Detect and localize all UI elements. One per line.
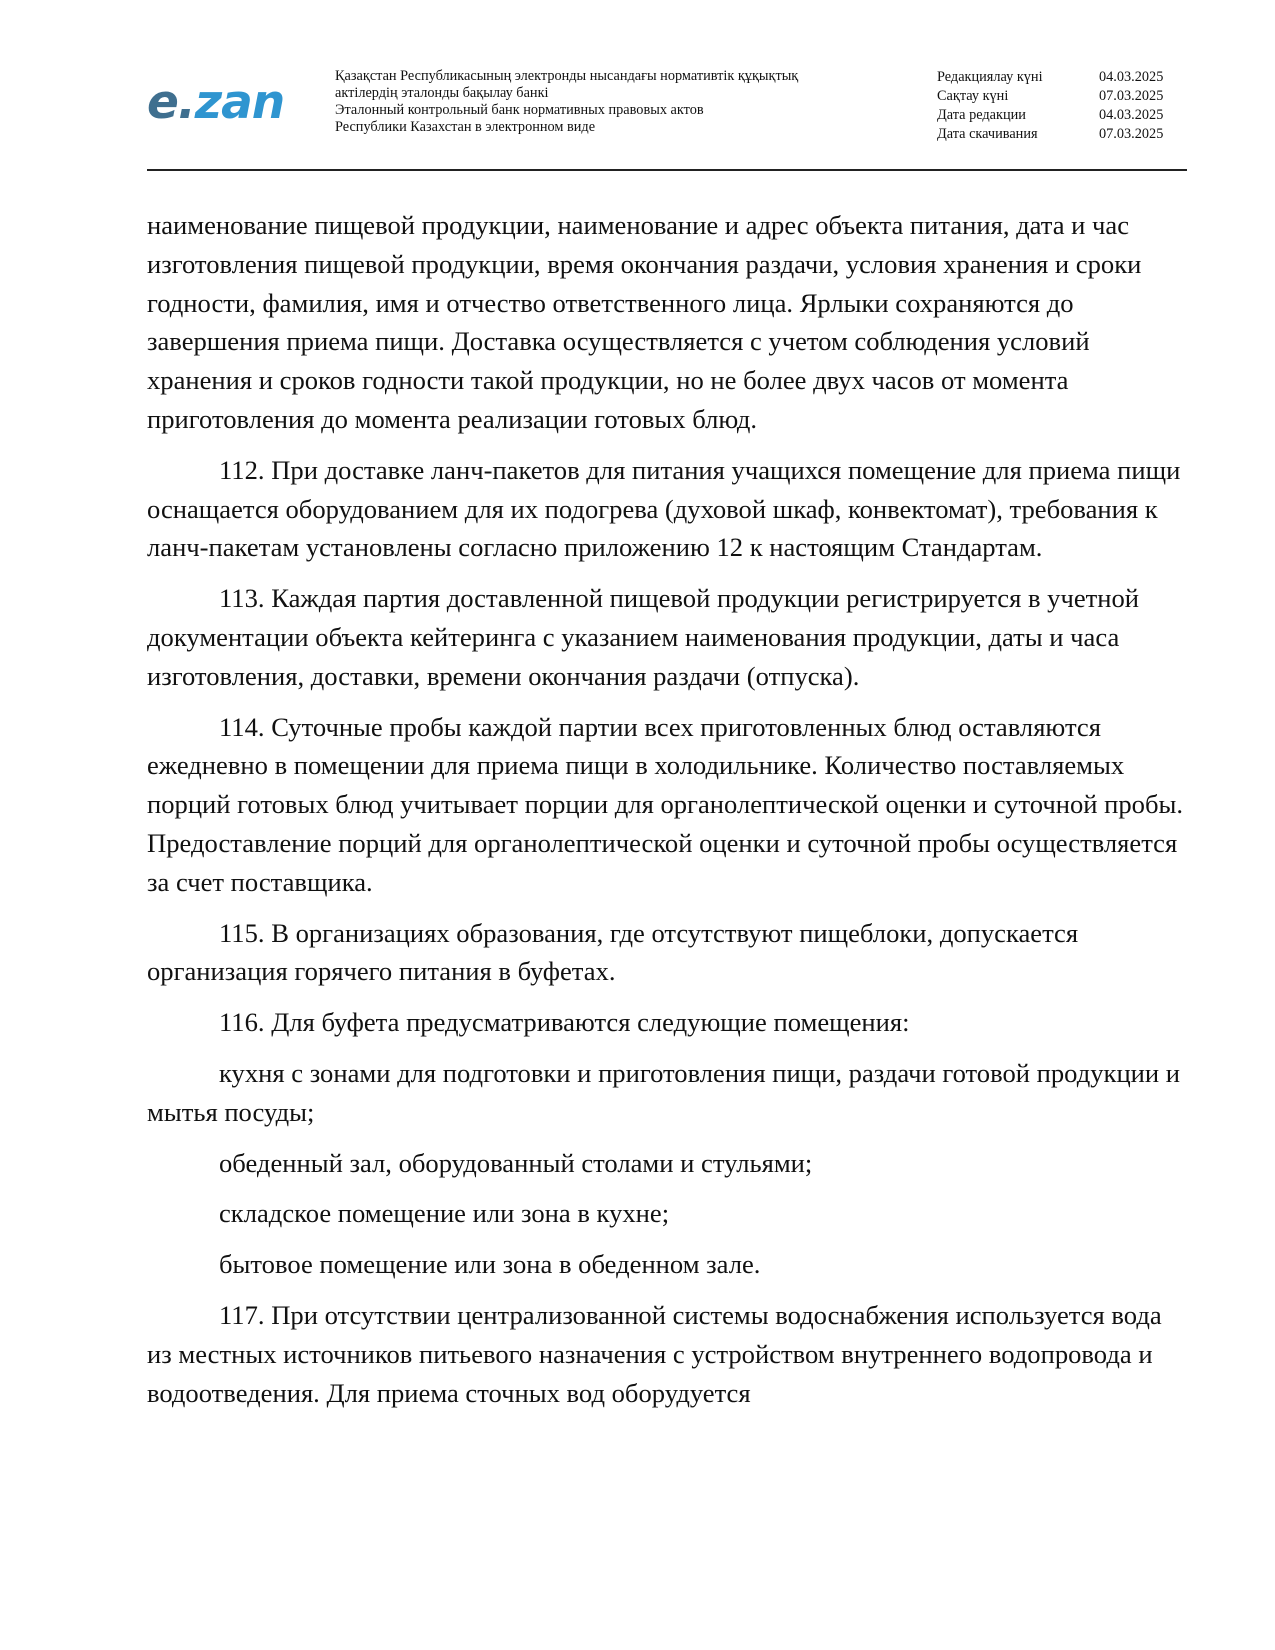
meta-row (937, 106, 1163, 125)
paragraph-continuation: наименование пищевой продукции, наименование и адрес объекта питания, дата и час изготовления пищевой продукции, время окончания раздачи, условия хранения и сроки годности, фамилия, имя и отчество ответственного лица. Ярлыки сохраняются до завершения приема пищи. Доставка осуществляется с учетом соблюдения условий хранения и сроков годности такой продукции, но не более двух часов от момента приготовления до момента реализации готовых блюд. (147, 210, 1142, 434)
list-item-storage: складское помещение или зона в кухне; (219, 1198, 670, 1229)
logo-zan-part: zan (194, 75, 285, 130)
meta-label: Дата скачивания (937, 126, 1038, 142)
header-title-block (335, 68, 895, 136)
paragraph-114: 114. Суточные пробы каждой партии всех приготовленных блюд оставляются ежедневно в помещении для приема пищи в холодильнике. Количество поставляемых порций готовых блюд учитывает порции для органолептической оценки и суточной пробы. Предоставление порций для органолептической оценки и суточной пробы осуществляется за счет поставщика. (147, 711, 1184, 897)
paragraph-117: 117. При отсутствии централизованной системы водоснабжения используется вода из местных источников питьевого назначения с устройством внутреннего водопровода и водоотведения. Для приема сточных вод оборудуется (147, 1299, 1162, 1408)
paragraph-115: 115. В организациях образования, где отсутствуют пищеблоки, допускается организация горячего питания в буфетах. (147, 917, 1079, 987)
paragraph-116: 116. Для буфета предусматриваются следующие помещения: (219, 1007, 910, 1038)
meta-value: 07.03.2025 (1099, 88, 1164, 104)
meta-row (937, 125, 1163, 144)
meta-row (937, 87, 1163, 106)
header-divider (147, 169, 1187, 171)
paragraph-112: 112. При доставке ланч-пакетов для питания учащихся помещение для приема пищи оснащается оборудованием для их подогрева (духовой шкаф, конвектомат), требования к ланч-пакетам установлены согласно приложению 12 к настоящим Стандартам. (147, 454, 1181, 563)
header-title-line: Қазақстан Республикасының электронды нысандағы нормативтік құқықтық (335, 68, 799, 84)
list-item-kitchen: кухня с зонами для подготовки и приготовления пищи, раздачи готовой продукции и мытья посуды; (147, 1057, 1181, 1127)
meta-value: 04.03.2025 (1099, 107, 1164, 123)
list-item-dining-hall: обеденный зал, оборудованный столами и стульями; (219, 1147, 813, 1178)
header-title-line: актілердің эталонды бақылау банкі (335, 85, 549, 101)
meta-row (937, 68, 1163, 87)
meta-label: Дата редакции (937, 107, 1026, 123)
meta-label: Редакциялау күні (937, 69, 1043, 85)
paragraph-113: 113. Каждая партия доставленной пищевой продукции регистрируется в учетной документации объекта кейтеринга с указанием наименования продукции, даты и часа изготовления, доставки, времени окончания раздачи (отпуска). (147, 583, 1140, 691)
page-header (147, 64, 1187, 168)
meta-value: 04.03.2025 (1099, 69, 1164, 85)
ezan-logo (147, 75, 285, 130)
logo-e-part: e. (147, 75, 195, 130)
document-body (147, 206, 1189, 1412)
meta-value: 07.03.2025 (1099, 126, 1164, 142)
header-title-line: Республики Казахстан в электронном виде (335, 119, 596, 135)
list-item-utility-room: бытовое помещение или зона в обеденном зале. (219, 1249, 761, 1280)
header-title-line: Эталонный контрольный банк нормативных правовых актов (335, 102, 704, 118)
header-meta-table (937, 68, 1163, 144)
meta-label: Сақтау күні (937, 88, 1009, 104)
